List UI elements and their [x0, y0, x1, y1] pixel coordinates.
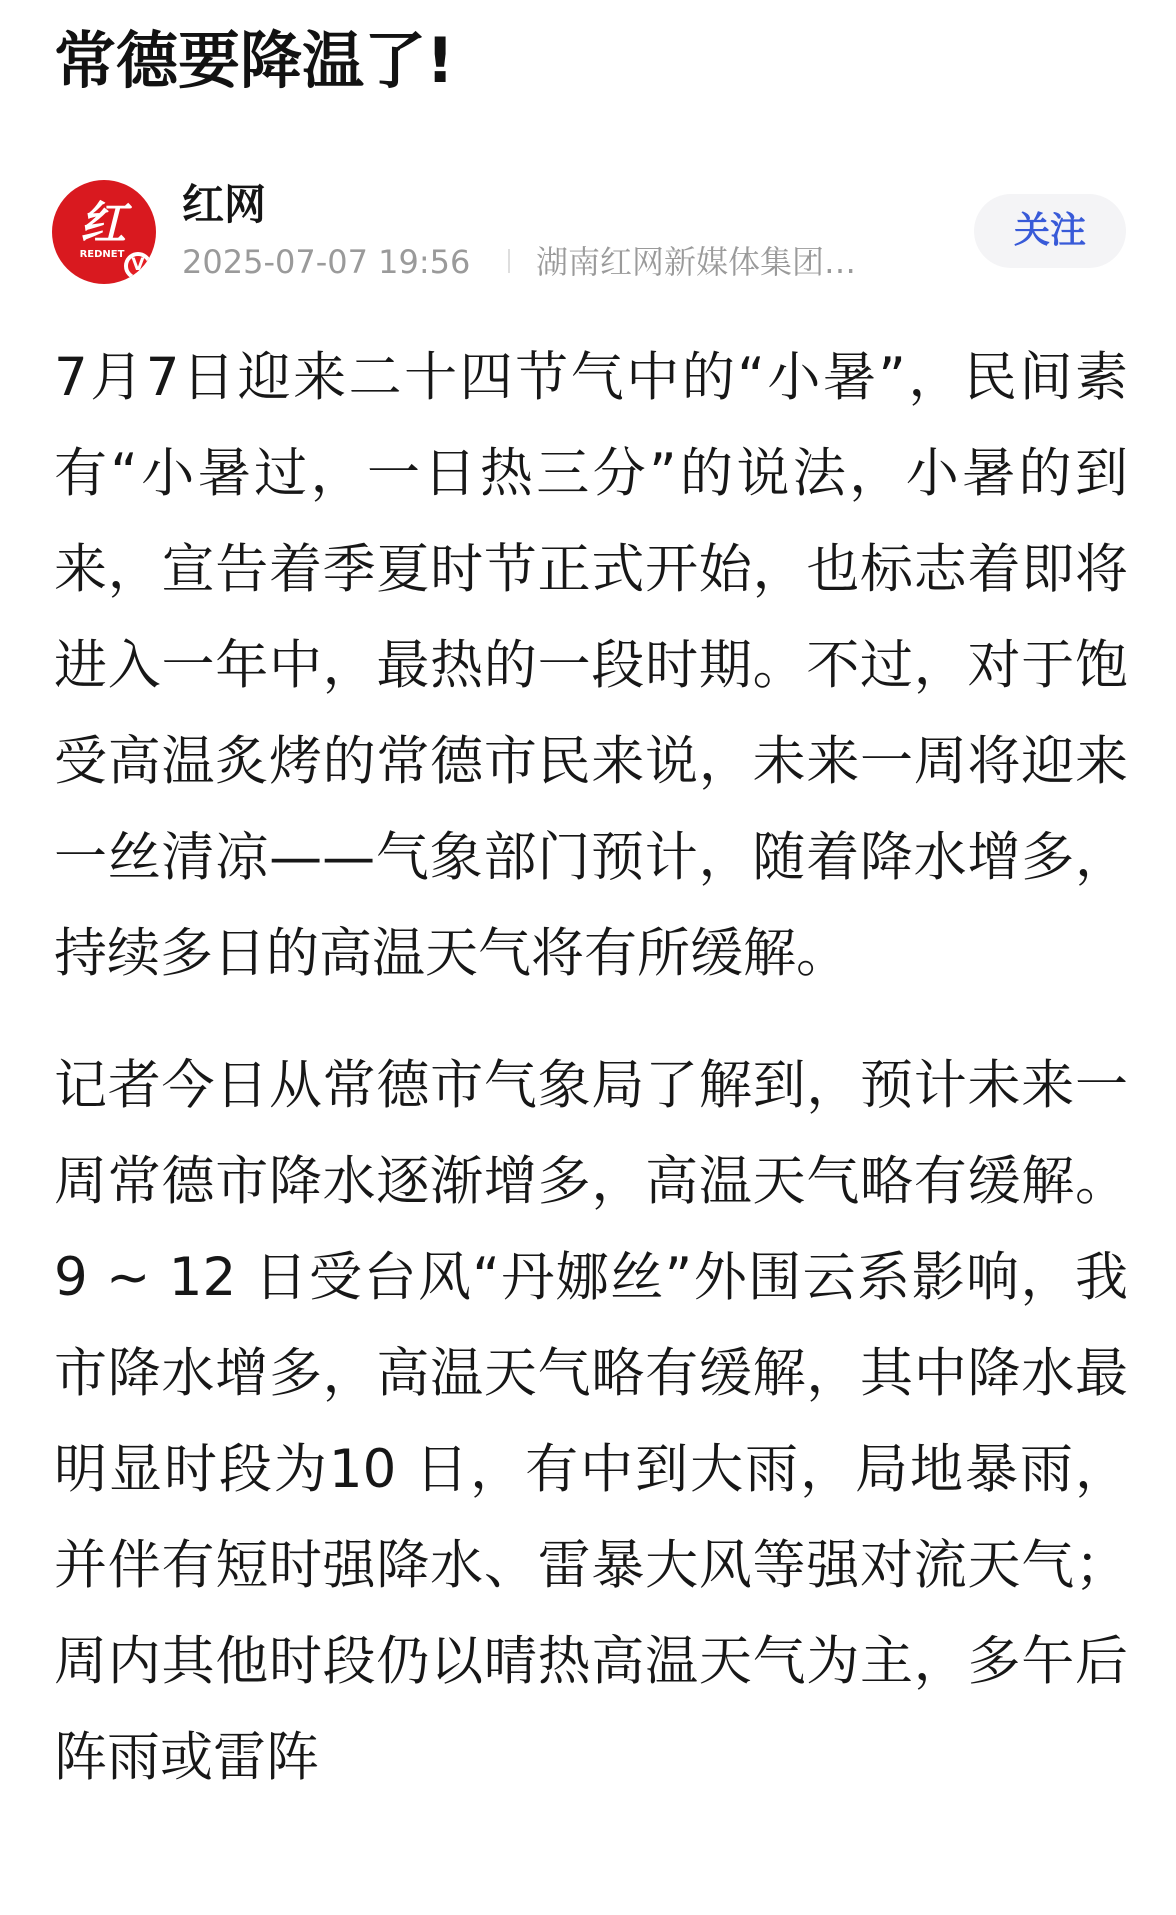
follow-button[interactable]: 关注 [974, 194, 1126, 268]
article-paragraph-2: 记者今日从常德市气象局了解到，预计未来一周常德市降水逐渐增多，高温天气略有缓解。9 ~ 12 日受台风“丹娜丝”外围云系影响，我市降水增多，高温天气略有缓解，其中降水最明显时段为10 日，有中到大雨，局地暴雨，并伴有短时强降水、雷暴大风等强对流天气；周内其他时段仍以晴热高温天气为主，多午后阵雨或雷阵 [54, 1055, 1128, 1788]
article-body [54, 330, 1128, 1806]
source-organization: 湖南红网新媒体集团… [536, 243, 857, 281]
verified-icon: V [124, 252, 152, 280]
source-name[interactable]: 红网 [182, 180, 267, 229]
article-meta [182, 242, 962, 282]
meta-divider [508, 249, 510, 273]
source-row [52, 180, 1126, 290]
article-paragraph-1: 7月7日迎来二十四节气中的“小暑”，民间素有“小暑过，一日热三分”的说法，小暑的到来，宣告着季夏时节正式开始，也标志着即将进入一年中，最热的一段时期。不过，对于饱受高温炙烤的常德市民来说，未来一周将迎来一丝清凉——气象部门预计，随着降水增多，持续多日的高温天气将有所缓解。 [54, 347, 1128, 984]
rednet-logo-mark: 红 [80, 196, 126, 250]
publish-date: 2025-07-07 19:56 [182, 243, 471, 281]
source-avatar[interactable] [52, 180, 156, 284]
rednet-logo-text: REDNET [79, 249, 125, 260]
article-title: 常德要降温了! [54, 24, 455, 97]
